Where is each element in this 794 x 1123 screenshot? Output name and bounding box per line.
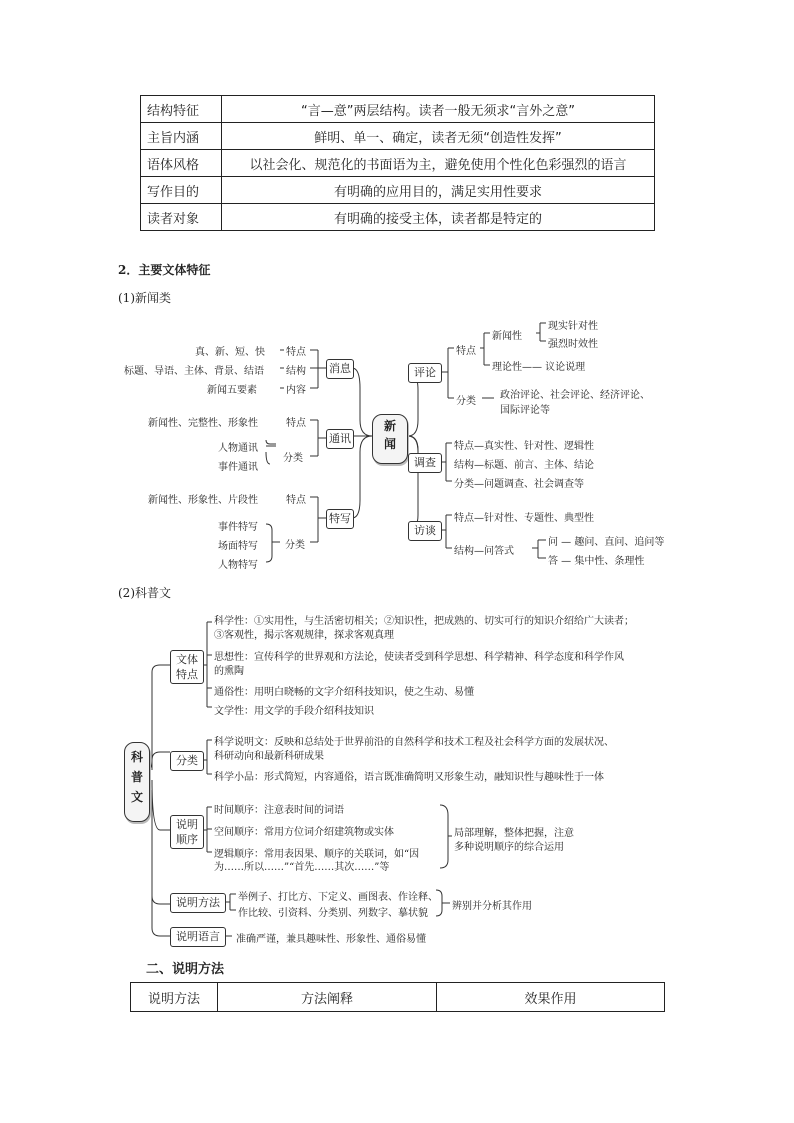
table-cell: 写作目的 (141, 177, 222, 204)
news-text: 特点 (286, 347, 306, 358)
news-text: 特点 (286, 495, 306, 506)
subsection-heading: (2)科普文 (118, 586, 171, 600)
sci-text: 空间顺序：常用方位词介绍建筑物或实体 (214, 827, 394, 838)
b1-box: 文体特点 (170, 650, 204, 684)
news-text: 人物通讯 (218, 443, 258, 454)
subsection-heading: (1)新闻类 (118, 291, 171, 305)
section-heading: 2．主要文体特征 (118, 263, 211, 277)
table-header-cell: 效果作用 (437, 983, 665, 1012)
news-text: 结构 (286, 366, 306, 377)
news-text: 事件特写 (218, 522, 258, 533)
news-text: 现实针对性 (548, 321, 598, 332)
news-text: 答 — 集中性、条理性 (548, 556, 645, 567)
sci-text: 作比较、引资料、分类别、列数字、摹状貌 (238, 908, 428, 919)
sci-text: ③客观性，揭示客观规律，探求客观真理 (214, 630, 394, 641)
table-cell: 语体风格 (141, 150, 222, 177)
news-text: 国际评论等 (500, 405, 550, 416)
news-text: 事件通讯 (218, 462, 258, 473)
table-cell: 主旨内涵 (141, 123, 222, 150)
sci-text: 通俗性：用明白晓畅的文字介绍科技知识，使之生动、易懂 (214, 687, 474, 698)
sci-text: 逻辑顺序：常用表因果、顺序的关联词，如“因 (214, 849, 420, 860)
tongxun-box: 通讯 (326, 429, 354, 449)
news-text: 新闻性、形象性、片段性 (148, 495, 258, 506)
sci-text: 局部理解，整体把握，注意 (454, 828, 574, 839)
table-cell: 有明确的应用目的，满足实用性要求 (222, 177, 655, 204)
news-text: 标题、导语、主体、背景、结语 (124, 366, 264, 377)
table-row (131, 983, 665, 1012)
news-text: 特点—真实性、针对性、逻辑性 (454, 441, 594, 452)
sci-text: 准确严谨，兼具趣味性、形象性、通俗易懂 (236, 934, 426, 945)
news-text: 理论性—— 议论说理 (492, 362, 586, 373)
section-heading: 二、说明方法 (146, 962, 225, 977)
diaocha-box: 调查 (408, 453, 442, 473)
sci-text: 多种说明顺序的综合运用 (454, 842, 564, 853)
news-text: 强烈时效性 (548, 339, 598, 350)
news-text: 新闻性 (492, 331, 522, 342)
table-cell: “言—意”两层结构。读者一般无须求“言外之意” (222, 96, 655, 123)
sci-text: 时间顺序：注意表时间的词语 (214, 805, 344, 816)
news-text: 特点 (456, 346, 476, 357)
sci-text: 科研动向和最新科研成果 (214, 751, 324, 762)
news-text: 分类 (456, 396, 476, 407)
table-header-cell: 说明方法 (131, 983, 218, 1012)
table-header-cell: 方法阐释 (218, 983, 437, 1012)
news-text: 分类—问题调查、社会调查等 (454, 479, 584, 490)
table-cell: 有明确的接受主体，读者都是特定的 (222, 204, 655, 231)
sci-text: 科学性：①实用性，与生活密切相关；②知识性，把成熟的、切实可行的知识介绍给广大读者； (214, 616, 634, 627)
table-cell: 以社会化、规范化的书面语为主，避免使用个性化色彩强烈的语言 (222, 150, 655, 177)
table-cell: 结构特征 (141, 96, 222, 123)
science-center-box (124, 742, 150, 822)
news-text: 分类 (285, 540, 305, 551)
news-text: 特点—针对性、专题性、典型性 (454, 513, 594, 524)
news-text: 分类 (283, 453, 303, 464)
news-text: 问 — 趣问、直问、追问等 (548, 537, 665, 548)
pinglun-box: 评论 (408, 363, 442, 383)
science-center-label: 科普文 (130, 750, 143, 804)
news-text: 人物特写 (218, 560, 258, 571)
news-text: 政治评论、社会评论、经济评论、 (500, 390, 650, 401)
table-cell: 读者对象 (141, 204, 222, 231)
table-cell: 鲜明、单一、确定，读者无须“创造性发挥” (222, 123, 655, 150)
news-text: 新闻性、完整性、形象性 (148, 418, 258, 429)
sci-text: 的熏陶 (214, 666, 244, 677)
b4-box: 说明方法 (170, 893, 226, 913)
sci-text: 科学说明文：反映和总结处于世界前沿的自然科学和技术工程及社会科学方面的发展状况、 (214, 737, 614, 748)
news-text: 内容 (286, 385, 306, 396)
news-text: 场面特写 (218, 541, 258, 552)
news-text: 结构—标题、前言、主体、结论 (454, 460, 594, 471)
news-text: 特点 (286, 418, 306, 429)
sci-text: 举例子、打比方、下定义、画图表、作诠释、 (238, 892, 438, 903)
news-text: 结构—问答式 (454, 546, 514, 557)
sci-text: 辨别并分析其作用 (452, 901, 532, 912)
fangtan-box: 访谈 (408, 521, 442, 541)
news-text: 真、新、短、快 (195, 347, 265, 358)
sci-text: 为……所以……”“首先……其次……”等 (214, 862, 390, 873)
b3-box: 说明顺序 (170, 815, 204, 849)
sci-text: 科学小品：形式简短，内容通俗，语言既准确简明又形象生动，融知识性与趣味性于一体 (214, 772, 604, 783)
sci-text: 文学性：用文学的手段介绍科技知识 (214, 706, 374, 717)
b5-box: 说明语言 (170, 927, 226, 947)
b2-box: 分类 (170, 751, 204, 771)
sci-text: 思想性：宣传科学的世界观和方法论，使读者受到科学思想、科学精神、科学态度和科学作风 (214, 652, 624, 663)
news-text: 新闻五要素 (207, 385, 257, 396)
news-center-label: 新闻 (383, 419, 396, 451)
method-table (130, 982, 665, 1012)
texie-box: 特写 (326, 509, 354, 529)
xiaoxi-box: 消息 (326, 359, 354, 379)
